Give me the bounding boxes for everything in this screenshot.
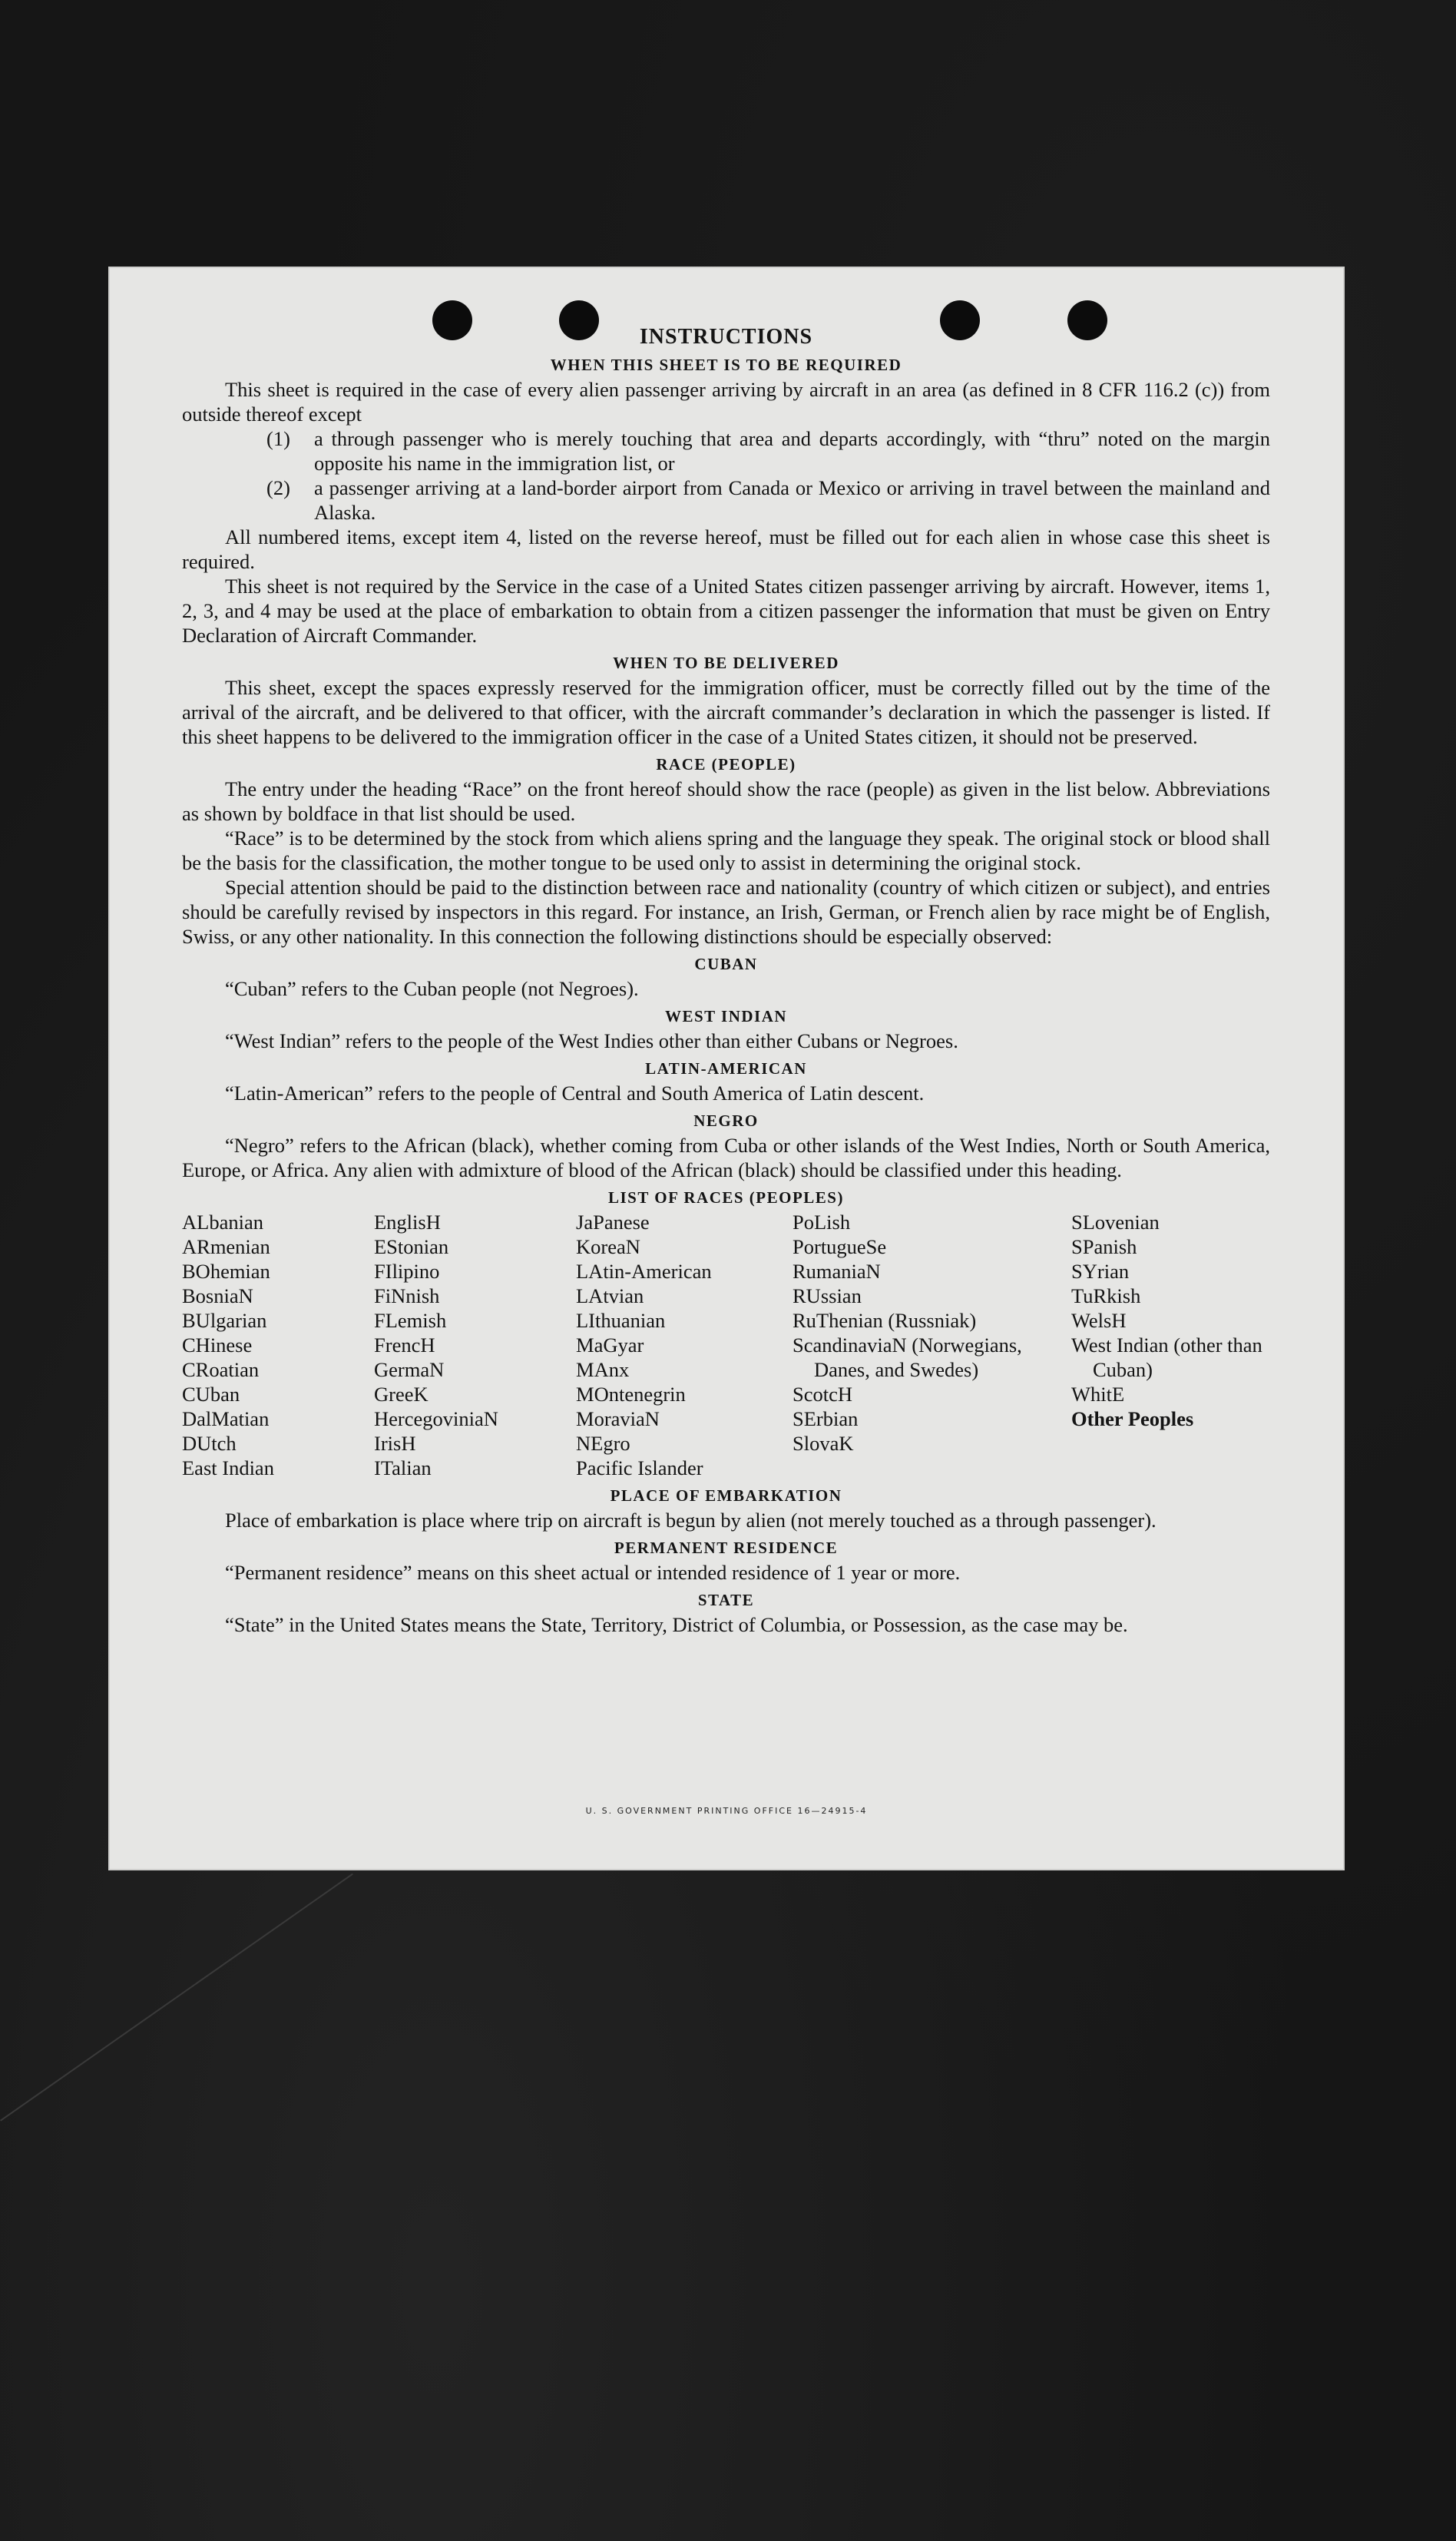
- section-heading: NEGRO: [693, 1111, 759, 1130]
- exception-number: (1): [266, 427, 290, 450]
- race-entry: MAnx: [576, 1358, 630, 1381]
- race-entry: SlovaK: [793, 1432, 854, 1455]
- race-entry: PortugueSe: [793, 1235, 887, 1258]
- races-column: [374, 1210, 576, 1480]
- race-entry: HercegoviniaN: [374, 1407, 498, 1430]
- document-body: [182, 325, 1270, 1637]
- race-entry: ARmenian: [182, 1235, 270, 1258]
- race-entry: ScandinaviaN (Norwegians, Danes, and Swedes): [793, 1333, 1022, 1381]
- race-entry: CUban: [182, 1383, 240, 1406]
- exception-number: (2): [266, 476, 290, 499]
- exception-item: [266, 426, 1270, 475]
- paragraph: Place of embarkation is place where trip on aircraft is begun by alien (not merely touched as a through passenger).: [225, 1509, 1157, 1532]
- section-heading: RACE (PEOPLE): [656, 755, 796, 774]
- race-entry: WelsH: [1071, 1309, 1127, 1332]
- exception-text: a through passenger who is merely touching that area and departs accordingly, with “thru” noted on the margin opposite his name in the immigration list, or: [314, 427, 1270, 475]
- race-entry: FIlipino: [374, 1260, 440, 1283]
- instruction-sheet: [108, 267, 1345, 1870]
- paragraph: “Latin-American” refers to the people of Central and South America of Latin descent.: [225, 1082, 925, 1105]
- race-entry: TuRkish: [1071, 1284, 1141, 1307]
- paragraph: This sheet is required in the case of every alien passenger arriving by aircraft in an area (as defined in 8 CFR 116.2 (c)) from outside thereof except: [182, 378, 1270, 426]
- document-title: INSTRUCTIONS: [639, 325, 813, 349]
- paragraph: “West Indian” refers to the people of the West Indies other than either Cubans or Negroes.: [225, 1029, 958, 1052]
- paragraph: The entry under the heading “Race” on the front hereof should show the race (people) as given in the list below. Abbreviations as shown by boldface in that list should be used.: [182, 777, 1270, 825]
- race-entry: BUlgarian: [182, 1309, 267, 1332]
- race-entry: EnglisH: [374, 1211, 441, 1234]
- race-entry: MOntenegrin: [576, 1383, 686, 1406]
- race-entry: GreeK: [374, 1383, 429, 1406]
- race-entry: ALbanian: [182, 1211, 263, 1234]
- section-heading: STATE: [697, 1591, 755, 1609]
- races-column: [1071, 1210, 1270, 1480]
- race-entry: West Indian (other than Cuban): [1071, 1333, 1262, 1381]
- paragraph: “Race” is to be determined by the stock from which aliens spring and the language they speak. The original stock or blood shall be the basis for the classification, the mother tongue to be used only to assist in determining the original stock.: [182, 827, 1270, 874]
- section-heading: PERMANENT RESIDENCE: [614, 1539, 839, 1557]
- race-entry: RUssian: [793, 1284, 862, 1307]
- paragraph: “Cuban” refers to the Cuban people (not Negroes).: [225, 977, 639, 1000]
- race-entry: RumaniaN: [793, 1260, 881, 1283]
- printer-imprint: U. S. GOVERNMENT PRINTING OFFICE 16—24915-4: [585, 1806, 868, 1816]
- race-entry: EStonian: [374, 1235, 449, 1258]
- race-entry: CHinese: [182, 1333, 253, 1357]
- race-entry: GermaN: [374, 1358, 445, 1381]
- races-column: [793, 1210, 1071, 1480]
- races-list: [182, 1210, 1270, 1480]
- race-entry: IrisH: [374, 1432, 416, 1455]
- race-entry: SPanish: [1071, 1235, 1137, 1258]
- race-entry: BosniaN: [182, 1284, 253, 1307]
- race-entry: RuThenian (Russniak): [793, 1309, 977, 1332]
- race-entry: WhitE: [1071, 1383, 1125, 1406]
- race-entry: MaGyar: [576, 1333, 644, 1357]
- exception-text: a passenger arriving at a land-border airport from Canada or Mexico or arriving in travel between the mainland and Alaska.: [314, 476, 1270, 524]
- section-heading: CUBAN: [694, 955, 758, 973]
- section-heading: LIST OF RACES (PEOPLES): [608, 1188, 844, 1207]
- exception-item: [266, 475, 1270, 525]
- race-entry: East Indian: [182, 1456, 274, 1479]
- paragraph: This sheet, except the spaces expressly reserved for the immigration officer, must be correctly filled out by the time of the arrival of the aircraft, and be delivered to that officer, with the aircraft commander’s declaration in which the passenger is listed. If this sheet happens to be delivered to the immigration officer in the case of a United States citizen, it should not be preserved.: [182, 676, 1270, 748]
- section-heading: LATIN-AMERICAN: [645, 1059, 807, 1078]
- race-entry: NEgro: [576, 1432, 630, 1455]
- race-entry: BOhemian: [182, 1260, 270, 1283]
- race-entry: FiNnish: [374, 1284, 440, 1307]
- section-heading: WEST INDIAN: [664, 1007, 788, 1025]
- section-heading: WHEN TO BE DELIVERED: [613, 654, 839, 672]
- race-entry: ITalian: [374, 1456, 432, 1479]
- race-entry: KoreaN: [576, 1235, 640, 1258]
- race-entry: FLemish: [374, 1309, 447, 1332]
- race-entry: ScotcH: [793, 1383, 853, 1406]
- race-entry: FrencH: [374, 1333, 435, 1357]
- race-entry: LAtvian: [576, 1284, 644, 1307]
- race-entry: LAtin-American: [576, 1260, 712, 1283]
- race-entry: LIthuanian: [576, 1309, 666, 1332]
- race-entry: SYrian: [1071, 1260, 1130, 1283]
- race-entry: Other Peoples: [1071, 1407, 1194, 1430]
- race-entry: DUtch: [182, 1432, 237, 1455]
- race-entry: PoLish: [793, 1211, 851, 1234]
- section-heading: PLACE OF EMBARKATION: [610, 1486, 842, 1505]
- paragraph: “Permanent residence” means on this sheet actual or intended residence of 1 year or more.: [225, 1561, 961, 1584]
- races-column: [576, 1210, 793, 1480]
- races-column: [182, 1210, 374, 1480]
- race-entry: Pacific Islander: [576, 1456, 703, 1479]
- paragraph: “State” in the United States means the State, Territory, District of Columbia, or Possession, as the case may be.: [225, 1613, 1128, 1636]
- race-entry: SLovenian: [1071, 1211, 1160, 1234]
- paragraph: “Negro” refers to the African (black), whether coming from Cuba or other islands of the West Indies, North or South America, Europe, or Africa. Any alien with admixture of blood of the African (black) should be classified under this heading.: [182, 1134, 1270, 1181]
- race-entry: CRoatian: [182, 1358, 260, 1381]
- paragraph: Special attention should be paid to the distinction between race and nationality (country of which citizen or subject), and entries should be carefully revised by inspectors in this regard. For instance, an Irish, German, or French alien by race might be of English, Swiss, or any other nationality. In this connection the following distinctions should be especially observed:: [182, 876, 1270, 948]
- race-entry: JaPanese: [576, 1211, 650, 1234]
- race-entry: SErbian: [793, 1407, 859, 1430]
- paragraph: All numbered items, except item 4, listed on the reverse hereof, must be filled out for each alien in whose case this sheet is required.: [182, 525, 1270, 573]
- section-heading: WHEN THIS SHEET IS TO BE REQUIRED: [550, 356, 902, 374]
- paragraph: This sheet is not required by the Service in the case of a United States citizen passenger arriving by aircraft. However, items 1, 2, 3, and 4 may be used at the place of embarkation to obtain from a citizen passenger the information that must be given on Entry Declaration of Aircraft Commander.: [182, 575, 1270, 647]
- race-entry: MoraviaN: [576, 1407, 660, 1430]
- race-entry: DalMatian: [182, 1407, 270, 1430]
